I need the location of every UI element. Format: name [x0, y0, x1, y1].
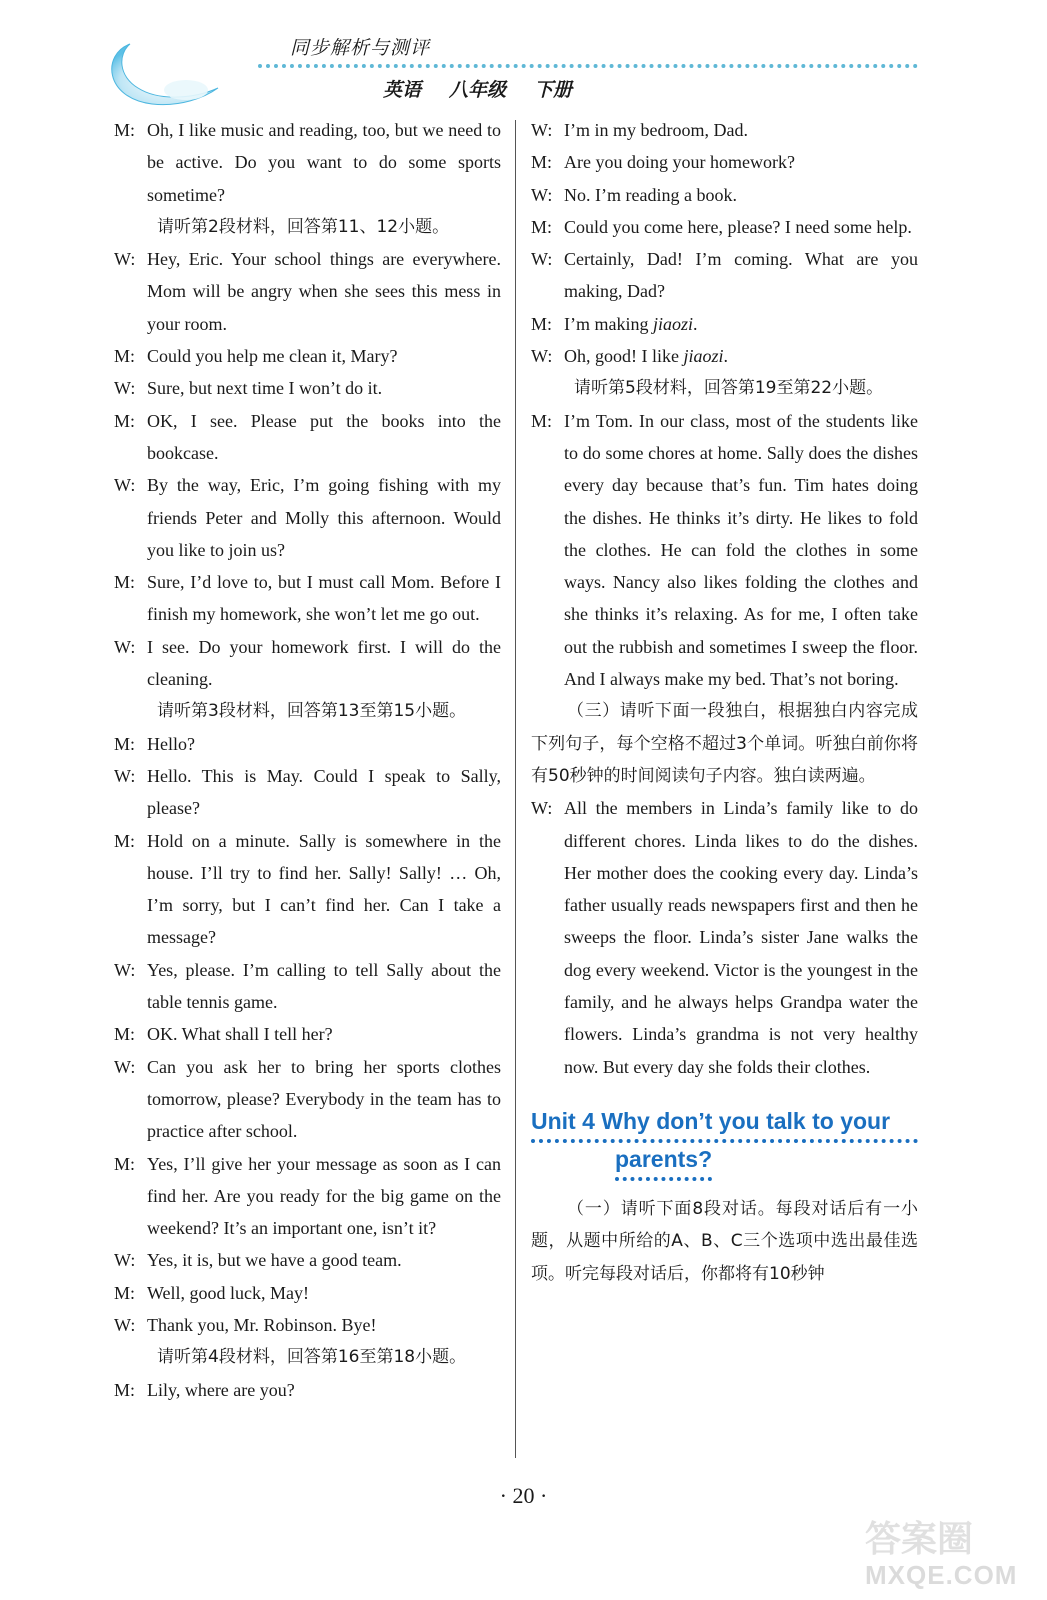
dialogue-line [531, 340, 918, 372]
dialogue-line [114, 1374, 501, 1406]
page-number: · 20 · [499, 1483, 548, 1508]
right-column [531, 114, 918, 1290]
dialogue-text: Are you doing your homework? [564, 152, 795, 173]
watermark-logo [845, 1505, 1025, 1595]
speaker-label: M: [114, 1153, 136, 1174]
speaker-label: M: [114, 120, 136, 140]
speaker-label: W: [114, 1250, 136, 1271]
dialogue-text: OK. What shall I tell her? [147, 1024, 333, 1045]
speaker-label: M: [531, 152, 553, 173]
book-volume: 下册 [534, 79, 573, 101]
speaker-label: W: [114, 636, 136, 657]
dialogue-line [531, 243, 918, 308]
unit-heading-line2: parents? [615, 1143, 712, 1181]
dialogue-text: By the way, Eric, I’m going fishing with my friends Peter and Molly this afternoon. Would you like to join us? [147, 475, 501, 560]
dialogue-line [114, 372, 501, 404]
dialogue-line [114, 760, 501, 825]
unit-instructions: （一）请听下面8段对话。每段对话后有一小题，从题中所给的A、B、C三个选项中选出最佳选项。听完每段对话后，你都将有10秒钟 [531, 1198, 918, 1284]
series-title: 同步解析与测评 [290, 37, 431, 59]
dialogue-line [531, 308, 918, 340]
dialogue-text: Can you ask her to bring her sports clothes tomorrow, please? Everybody in the team has to practice after school. [147, 1056, 501, 1142]
speaker-label: W: [531, 346, 553, 367]
section-instruction: 请听第3段材料，回答第13至第15小题。 [157, 701, 467, 722]
speaker-label: W: [114, 959, 136, 980]
dialogue-text: Hold on a minute. Sally is somewhere in the house. I’ll try to find her. Sally! Sally! … Oh, I’m sorry, but I can’t find her. Can I take a message? [147, 830, 501, 948]
dialogue-text: Hey, Eric. Your school things are everywhere. Mom will be angry when she sees this mess in your room. [147, 249, 501, 334]
speaker-label: M: [114, 1379, 136, 1400]
dialogue-text: All the members in Linda’s family like to do different chores. Linda likes to do the dishes. Her mother does the cooking every day. Linda’s father usually reads newspapers first and then he sweeps the floor. Linda’s sister Jane walks the dog every weekend. Victor is the youngest in the family, and he always helps Grandpa water the flowers. Linda’s grandma is not very healthy now. But every day she folds their clothes. [564, 798, 918, 1077]
section-instruction: 请听第5段材料，回答第19至第22小题。 [574, 378, 884, 399]
task-instruction: （三）请听下面一段独白，根据独白内容完成下列句子，每个空格不超过3个单词。听独白前你将有50秒钟的时间阅读句子内容。独白读两遍。 [531, 701, 918, 786]
speaker-label: M: [114, 1024, 136, 1045]
speaker-label: M: [114, 346, 136, 367]
speaker-label: M: [114, 830, 136, 851]
dialogue-line [114, 340, 501, 372]
dialogue-line [114, 114, 501, 211]
speaker-label: M: [531, 313, 553, 334]
speaker-label: W: [114, 1314, 136, 1335]
dialogue-line [531, 405, 918, 696]
watermark-top-text: 答案圈 [865, 1519, 974, 1560]
dialogue-line [114, 954, 501, 1019]
speaker-label: M: [531, 410, 553, 431]
book-grade: 八年级 [449, 79, 507, 101]
speaker-label: M: [114, 572, 136, 593]
speaker-label: W: [114, 1056, 136, 1077]
dialogue-text: Thank you, Mr. Robinson. Bye! [147, 1314, 377, 1335]
dialogue-line [114, 728, 501, 760]
dialogue-line [114, 1051, 501, 1148]
right-column-text [531, 114, 918, 1083]
speaker-label: M: [114, 733, 136, 754]
section-instruction: 请听第4段材料，回答第16至第18小题。 [157, 1347, 467, 1368]
speaker-label: W: [531, 120, 553, 140]
dialogue-line [114, 405, 501, 470]
unit-heading [531, 1105, 918, 1181]
column-divider [515, 120, 516, 1458]
dialogue-line [114, 469, 501, 566]
dialogue-line [531, 146, 918, 178]
dialogue-text: Hello? [147, 733, 195, 754]
dialogue-text: Certainly, Dad! I’m coming. What are you making, Dad? [564, 249, 918, 302]
dialogue-line [531, 211, 918, 243]
dialogue-text: Yes, please. I’m calling to tell Sally about the table tennis game. [147, 959, 501, 1013]
dialogue-text: Lily, where are you? [147, 1379, 295, 1400]
page-header [0, 0, 1047, 115]
dialogue-text: Oh, good! I like jiaozi. [564, 346, 728, 367]
header-dotted-rule [258, 64, 918, 68]
left-column [114, 114, 501, 1406]
dialogue-line [531, 179, 918, 211]
dialogue-text: Sure, but next time I won’t do it. [147, 378, 383, 399]
book-subject: 英语 [383, 79, 422, 101]
speaker-label: W: [114, 249, 136, 270]
speaker-label: W: [114, 765, 136, 786]
watermark-url-text: MXQE.COM [865, 1560, 1018, 1590]
dialogue-line [114, 1309, 501, 1341]
unit-heading-line1: Unit 4 Why don’t you talk to your [531, 1105, 918, 1143]
dialogue-text: Could you come here, please? I need some help. [564, 216, 912, 237]
dialogue-line [114, 1018, 501, 1050]
dialogue-line [114, 1148, 501, 1245]
dialogue-line [531, 792, 918, 1083]
dialogue-line [114, 825, 501, 954]
speaker-label: M: [114, 1282, 136, 1303]
speaker-label: M: [531, 216, 553, 237]
dialogue-text: Well, good luck, May! [147, 1282, 310, 1303]
dialogue-line [114, 243, 501, 340]
dialogue-line [114, 1277, 501, 1309]
speaker-label: W: [531, 184, 553, 205]
dialogue-line [114, 631, 501, 696]
section-instruction: 请听第2段材料，回答第11、12小题。 [157, 216, 450, 237]
dialogue-line [114, 566, 501, 631]
dialogue-text: Hello. This is May. Could I speak to Sally, please? [147, 765, 501, 819]
dialogue-text: Could you help me clean it, Mary? [147, 346, 398, 367]
dialogue-text: I see. Do your homework first. I will do the cleaning. [147, 636, 501, 690]
speaker-label: W: [531, 798, 553, 819]
dialogue-text: I’m Tom. In our class, most of the students like to do some chores at home. Sally does the dishes every day because that’s fun. Tim hates doing the dishes. He thinks it’s dirty. He likes to fold the clothes. He can fold the clothes in some ways. Nancy also likes folding the clothes and she thinks it’s relaxing. As for me, I often take out the rubbish and sometimes I sweep the floor. And I always make my bed. That’s not boring. [564, 410, 918, 690]
speaker-label: W: [114, 475, 136, 496]
dialogue-text: Sure, I’d love to, but I must call Mom. Before I finish my homework, she won’t let me go out. [147, 572, 501, 625]
dialogue-text: Yes, it is, but we have a good team. [147, 1250, 402, 1271]
dialogue-text: OK, I see. Please put the books into the bookcase. [147, 410, 501, 463]
swoosh-logo-icon [100, 40, 220, 108]
dialogue-text: No. I’m reading a book. [564, 184, 737, 205]
dialogue-text: Yes, I’ll give her your message as soon as I can find her. Are you ready for the big game on the weekend? It’s an important one, isn’t it? [147, 1153, 501, 1239]
dialogue-text: I’m making jiaozi. [564, 313, 698, 334]
dialogue-text: I’m in my bedroom, Dad. [564, 120, 748, 140]
speaker-label: M: [114, 410, 136, 431]
dialogue-text: Oh, I like music and reading, too, but we need to be active. Do you want to do some sports sometime? [147, 120, 501, 205]
dialogue-line [114, 1244, 501, 1276]
speaker-label: W: [114, 378, 136, 399]
dialogue-line [531, 114, 918, 146]
speaker-label: W: [531, 249, 553, 270]
book-title [383, 75, 600, 102]
